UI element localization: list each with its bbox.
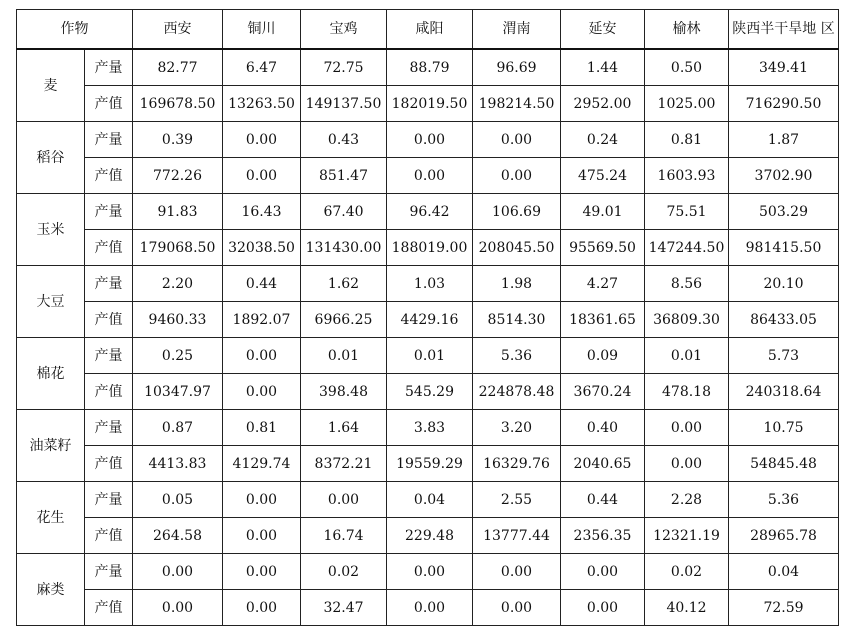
- output-cell: 1.87: [729, 122, 839, 158]
- table-row: [17, 230, 839, 266]
- output-cell: 0.00: [473, 122, 561, 158]
- value-cell: 0.00: [223, 590, 301, 626]
- header-region: 陕西半干旱地 区: [729, 10, 839, 50]
- value-cell: 16.74: [301, 518, 387, 554]
- value-cell: 147244.50: [645, 230, 729, 266]
- metric-label-output: 产量: [85, 266, 133, 302]
- value-cell: 54845.48: [729, 446, 839, 482]
- value-cell: 40.12: [645, 590, 729, 626]
- value-cell: 3702.90: [729, 158, 839, 194]
- output-cell: 0.24: [561, 122, 645, 158]
- table-row: [17, 338, 839, 374]
- table-row: [17, 410, 839, 446]
- value-cell: 0.00: [473, 590, 561, 626]
- metric-label-value: 产值: [85, 230, 133, 266]
- value-cell: 6966.25: [301, 302, 387, 338]
- output-cell: 0.81: [645, 122, 729, 158]
- metric-label-output: 产量: [85, 410, 133, 446]
- crop-name: 麦: [17, 49, 85, 122]
- value-cell: 182019.50: [387, 86, 473, 122]
- crop-name: 油菜籽: [17, 410, 85, 482]
- table-row: [17, 266, 839, 302]
- output-cell: 0.50: [645, 49, 729, 86]
- output-cell: 16.43: [223, 194, 301, 230]
- value-cell: 2356.35: [561, 518, 645, 554]
- output-cell: 3.20: [473, 410, 561, 446]
- crop-name: 稻谷: [17, 122, 85, 194]
- table-row: [17, 482, 839, 518]
- value-cell: 772.26: [133, 158, 223, 194]
- value-cell: 398.48: [301, 374, 387, 410]
- value-cell: 0.00: [561, 590, 645, 626]
- output-cell: 0.00: [223, 122, 301, 158]
- header-region: 宝鸡: [301, 10, 387, 50]
- header-region: 延安: [561, 10, 645, 50]
- value-cell: 3670.24: [561, 374, 645, 410]
- output-cell: 0.40: [561, 410, 645, 446]
- metric-label-output: 产量: [85, 482, 133, 518]
- value-cell: 72.59: [729, 590, 839, 626]
- header-region: 西安: [133, 10, 223, 50]
- output-cell: 0.43: [301, 122, 387, 158]
- output-cell: 88.79: [387, 49, 473, 86]
- header-row: [17, 10, 839, 50]
- output-cell: 5.36: [473, 338, 561, 374]
- value-cell: 86433.05: [729, 302, 839, 338]
- value-cell: 0.00: [387, 158, 473, 194]
- output-cell: 3.83: [387, 410, 473, 446]
- output-cell: 0.04: [387, 482, 473, 518]
- output-cell: 20.10: [729, 266, 839, 302]
- table-row: [17, 86, 839, 122]
- output-cell: 5.36: [729, 482, 839, 518]
- output-cell: 0.44: [561, 482, 645, 518]
- value-cell: 9460.33: [133, 302, 223, 338]
- metric-label-value: 产值: [85, 590, 133, 626]
- output-cell: 0.00: [301, 482, 387, 518]
- value-cell: 0.00: [223, 518, 301, 554]
- value-cell: 8514.30: [473, 302, 561, 338]
- output-cell: 96.69: [473, 49, 561, 86]
- output-cell: 503.29: [729, 194, 839, 230]
- metric-label-value: 产值: [85, 302, 133, 338]
- value-cell: 36809.30: [645, 302, 729, 338]
- table-row: [17, 194, 839, 230]
- value-cell: 1892.07: [223, 302, 301, 338]
- crop-output-table: [16, 9, 839, 626]
- value-cell: 475.24: [561, 158, 645, 194]
- value-cell: 545.29: [387, 374, 473, 410]
- value-cell: 13777.44: [473, 518, 561, 554]
- value-cell: 1025.00: [645, 86, 729, 122]
- table-row: [17, 518, 839, 554]
- metric-label-value: 产值: [85, 446, 133, 482]
- value-cell: 478.18: [645, 374, 729, 410]
- output-cell: 91.83: [133, 194, 223, 230]
- value-cell: 264.58: [133, 518, 223, 554]
- value-cell: 188019.00: [387, 230, 473, 266]
- output-cell: 0.04: [729, 554, 839, 590]
- crop-name: 玉米: [17, 194, 85, 266]
- value-cell: 0.00: [223, 158, 301, 194]
- table-row: [17, 302, 839, 338]
- output-cell: 0.00: [133, 554, 223, 590]
- output-cell: 0.00: [223, 554, 301, 590]
- value-cell: 0.00: [133, 590, 223, 626]
- value-cell: 8372.21: [301, 446, 387, 482]
- output-cell: 1.44: [561, 49, 645, 86]
- crop-name: 麻类: [17, 554, 85, 626]
- output-cell: 96.42: [387, 194, 473, 230]
- output-cell: 0.00: [223, 338, 301, 374]
- value-cell: 224878.48: [473, 374, 561, 410]
- value-cell: 4429.16: [387, 302, 473, 338]
- metric-label-value: 产值: [85, 86, 133, 122]
- output-cell: 0.05: [133, 482, 223, 518]
- metric-label-value: 产值: [85, 374, 133, 410]
- metric-label-output: 产量: [85, 49, 133, 86]
- value-cell: 16329.76: [473, 446, 561, 482]
- output-cell: 82.77: [133, 49, 223, 86]
- crop-name: 棉花: [17, 338, 85, 410]
- table-row: [17, 590, 839, 626]
- output-cell: 0.25: [133, 338, 223, 374]
- value-cell: 19559.29: [387, 446, 473, 482]
- value-cell: 32.47: [301, 590, 387, 626]
- value-cell: 208045.50: [473, 230, 561, 266]
- output-cell: 0.02: [301, 554, 387, 590]
- output-cell: 2.20: [133, 266, 223, 302]
- output-cell: 106.69: [473, 194, 561, 230]
- table-row: [17, 446, 839, 482]
- output-cell: 1.03: [387, 266, 473, 302]
- output-cell: 72.75: [301, 49, 387, 86]
- output-cell: 0.00: [645, 410, 729, 446]
- metric-label-value: 产值: [85, 158, 133, 194]
- output-cell: 1.64: [301, 410, 387, 446]
- output-cell: 0.01: [387, 338, 473, 374]
- output-cell: 0.00: [473, 554, 561, 590]
- value-cell: 0.00: [473, 158, 561, 194]
- output-cell: 67.40: [301, 194, 387, 230]
- output-cell: 0.87: [133, 410, 223, 446]
- value-cell: 12321.19: [645, 518, 729, 554]
- value-cell: 28965.78: [729, 518, 839, 554]
- crop-name: 大豆: [17, 266, 85, 338]
- value-cell: 2040.65: [561, 446, 645, 482]
- output-cell: 10.75: [729, 410, 839, 446]
- value-cell: 179068.50: [133, 230, 223, 266]
- value-cell: 95569.50: [561, 230, 645, 266]
- table-row: [17, 554, 839, 590]
- output-cell: 2.55: [473, 482, 561, 518]
- output-cell: 0.01: [301, 338, 387, 374]
- output-cell: 8.56: [645, 266, 729, 302]
- table-row: [17, 122, 839, 158]
- value-cell: 18361.65: [561, 302, 645, 338]
- value-cell: 131430.00: [301, 230, 387, 266]
- value-cell: 2952.00: [561, 86, 645, 122]
- output-cell: 2.28: [645, 482, 729, 518]
- value-cell: 198214.50: [473, 86, 561, 122]
- value-cell: 1603.93: [645, 158, 729, 194]
- value-cell: 0.00: [387, 590, 473, 626]
- output-cell: 0.44: [223, 266, 301, 302]
- value-cell: 229.48: [387, 518, 473, 554]
- value-cell: 169678.50: [133, 86, 223, 122]
- value-cell: 149137.50: [301, 86, 387, 122]
- value-cell: 10347.97: [133, 374, 223, 410]
- output-cell: 0.81: [223, 410, 301, 446]
- value-cell: 13263.50: [223, 86, 301, 122]
- value-cell: 0.00: [645, 446, 729, 482]
- output-cell: 0.39: [133, 122, 223, 158]
- metric-label-output: 产量: [85, 122, 133, 158]
- output-cell: 0.00: [387, 122, 473, 158]
- value-cell: 981415.50: [729, 230, 839, 266]
- metric-label-output: 产量: [85, 338, 133, 374]
- value-cell: 851.47: [301, 158, 387, 194]
- output-cell: 49.01: [561, 194, 645, 230]
- crop-name: 花生: [17, 482, 85, 554]
- value-cell: 240318.64: [729, 374, 839, 410]
- header-region: 咸阳: [387, 10, 473, 50]
- metric-label-output: 产量: [85, 194, 133, 230]
- value-cell: 32038.50: [223, 230, 301, 266]
- output-cell: 5.73: [729, 338, 839, 374]
- output-cell: 1.62: [301, 266, 387, 302]
- value-cell: 0.00: [223, 374, 301, 410]
- output-cell: 6.47: [223, 49, 301, 86]
- value-cell: 716290.50: [729, 86, 839, 122]
- table-row: [17, 49, 839, 86]
- metric-label-output: 产量: [85, 554, 133, 590]
- output-cell: 0.09: [561, 338, 645, 374]
- output-cell: 4.27: [561, 266, 645, 302]
- output-cell: 0.02: [645, 554, 729, 590]
- table-row: [17, 374, 839, 410]
- output-cell: 0.00: [387, 554, 473, 590]
- header-region: 铜川: [223, 10, 301, 50]
- output-cell: 75.51: [645, 194, 729, 230]
- table-body: [17, 49, 839, 626]
- value-cell: 4129.74: [223, 446, 301, 482]
- output-cell: 0.01: [645, 338, 729, 374]
- output-cell: 0.00: [561, 554, 645, 590]
- header-region: 榆林: [645, 10, 729, 50]
- header-region: 渭南: [473, 10, 561, 50]
- metric-label-value: 产值: [85, 518, 133, 554]
- output-cell: 0.00: [223, 482, 301, 518]
- table-row: [17, 158, 839, 194]
- output-cell: 1.98: [473, 266, 561, 302]
- value-cell: 4413.83: [133, 446, 223, 482]
- header-crop: 作物: [17, 10, 133, 50]
- output-cell: 349.41: [729, 49, 839, 86]
